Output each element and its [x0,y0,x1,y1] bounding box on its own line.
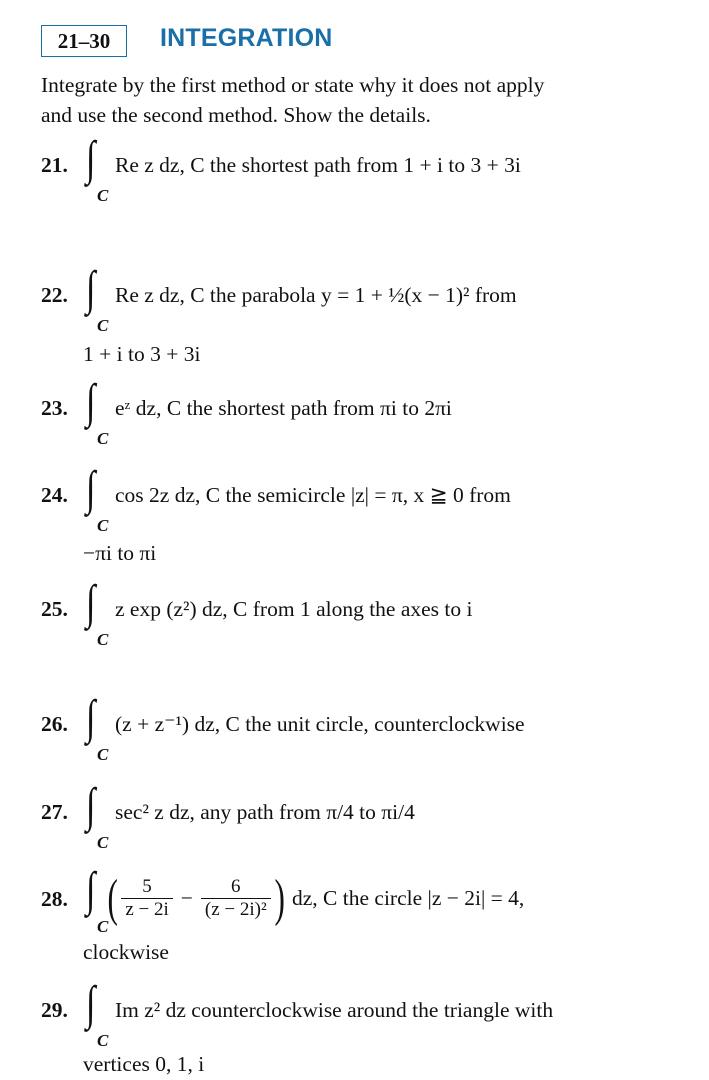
problem-number: 29. [41,998,68,1022]
problem-text: eᶻ dz, C the shortest path from πi to 2πi [115,396,452,420]
section-range-box [41,25,127,57]
integral-sign: ∫ [86,576,96,629]
problem-number: 26. [41,712,68,736]
integral-sign: ∫ [86,375,96,428]
contour-subscript: C [97,745,109,764]
instructions-line-2: and use the second method. Show the details. [41,103,431,127]
problem-number: 21. [41,153,68,177]
problem-continuation: clockwise [83,940,169,964]
minus-sign: − [180,885,193,910]
problem-number: 28. [41,887,68,911]
contour-subscript: C [97,516,109,535]
problem-number: 23. [41,396,68,420]
contour-subscript: C [97,316,109,335]
integral-sign: ∫ [86,977,96,1030]
close-paren: ) [274,869,285,927]
section-heading: INTEGRATION [160,24,333,52]
fraction-2-numerator: 6 [201,876,271,899]
integral-sign: ∫ [86,863,96,916]
fraction-1-denominator: z − 2i [125,898,169,920]
open-paren: ( [107,869,118,927]
instructions-line-1: Integrate by the first method or state why it does not apply [41,73,545,97]
contour-subscript: C [97,833,109,852]
fraction-2 [201,876,271,921]
problem-number: 22. [41,283,68,307]
problem-text: cos 2z dz, C the semicircle |z| = π, x ≧ 0 from [115,483,511,507]
problem-number: 27. [41,800,68,824]
section-range: 21–30 [57,28,111,53]
integral-sign: ∫ [86,132,96,185]
problem-text: Im z² dz counterclockwise around the triangle with [115,998,554,1022]
contour-subscript: C [97,186,109,205]
integral-sign: ∫ [86,691,96,744]
contour-subscript: C [97,429,109,448]
problem-continuation: 1 + i to 3 + 3i [83,342,201,366]
integral-sign: ∫ [86,262,96,315]
integral-sign: ∫ [86,779,96,832]
problem-number: 25. [41,597,68,621]
problem-text: sec² z dz, any path from π/4 to πi/4 [115,800,415,824]
problem-text: Re z dz, C the shortest path from 1 + i to 3 + 3i [115,153,521,177]
fraction-2-denominator: (z − 2i)² [204,898,267,920]
fraction-1 [121,876,172,921]
contour-subscript: C [97,917,109,936]
instructions [41,70,544,130]
contour-subscript: C [97,1031,109,1050]
problem-text: Re z dz, C the parabola y = 1 + ½(x − 1)² from [115,283,517,307]
problem-continuation: vertices 0, 1, i [83,1052,205,1076]
integrand-expression [104,865,524,931]
problem-text: dz, C the circle |z − 2i| = 4, [292,885,525,910]
problem-text: (z + z⁻¹) dz, C the unit circle, counterclockwise [115,712,525,736]
fraction-1-numerator: 5 [121,876,172,899]
problem-number: 24. [41,483,68,507]
problem-continuation: −πi to πi [83,541,157,565]
integral-sign: ∫ [86,462,96,515]
problem-text: z exp (z²) dz, C from 1 along the axes to i [115,597,473,621]
contour-subscript: C [97,630,109,649]
